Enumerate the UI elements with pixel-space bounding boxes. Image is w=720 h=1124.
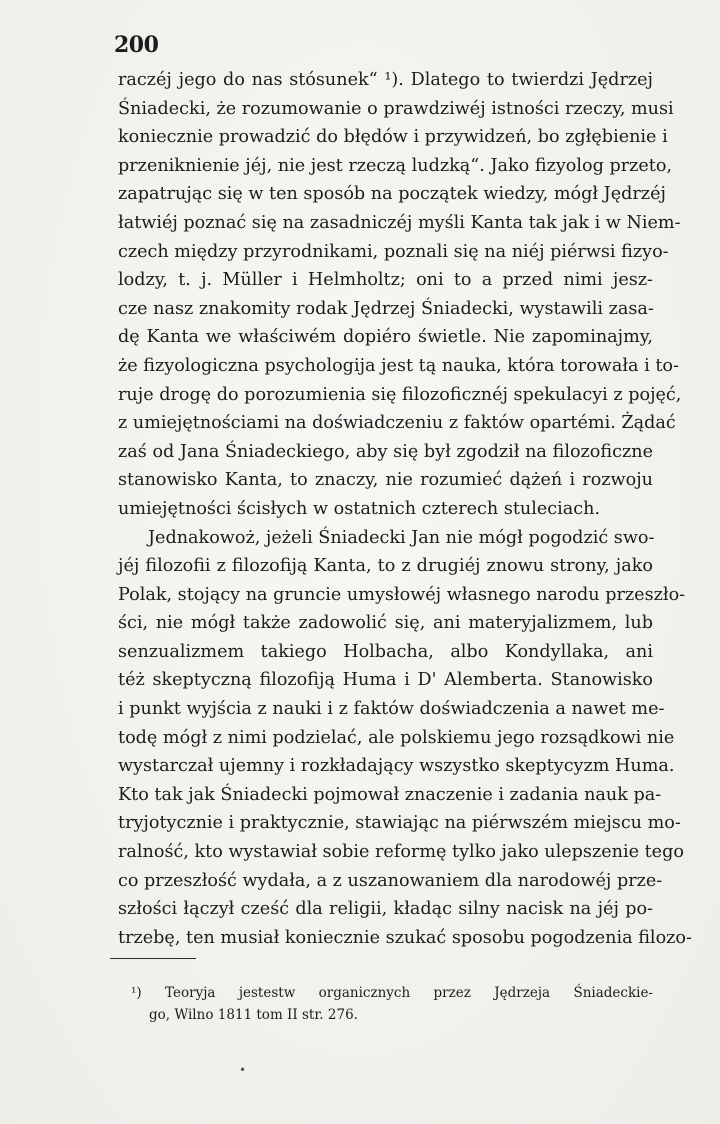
- footnote-divider: [110, 958, 196, 959]
- text-line: téż skeptyczną filozofiją Huma i D' Alemberta. Stanowisko: [118, 670, 653, 691]
- text-line: ralność, kto wystawiał sobie reformę tylko jako ulepszenie tego: [118, 842, 684, 863]
- body-text: [118, 66, 692, 952]
- text-line: szłości łączył cześć dla religii, kładąc silny nacisk na jéj po-: [118, 899, 653, 920]
- text-line: co przeszłość wydała, a z uszanowaniem dla narodowéj prze-: [118, 870, 663, 891]
- text-line: że fizyologiczna psychologija jest tą nauka, która torowała i to-: [118, 355, 679, 376]
- text-line: koniecznie prowadzić do błędów i przywidzeń, bo zgłębienie i: [118, 127, 668, 148]
- text-line: wystarczał ujemny i rozkładający wszystko skeptycyzm Huma.: [118, 756, 675, 777]
- text-line: senzualizmem takiego Holbacha, albo Kondyllaka, ani: [118, 641, 653, 662]
- text-line: zaś od Jana Śniadeckiego, aby się był zgodził na filozoficzne: [118, 441, 653, 462]
- page-number: 200: [114, 32, 159, 58]
- text-line: todę mógł z nimi podzielać, ale polskiemu jego rozsądkowi nie: [118, 727, 675, 748]
- text-line: trzebę, ten musiał koniecznie szukać sposobu pogodzenia filozo-: [118, 927, 692, 948]
- text-line: dę Kanta we właściwém dopiéro świetle. Nie zapominajmy,: [118, 327, 653, 348]
- text-line: ści, nie mógł także zadowolić się, ani materyjalizmem, lub: [118, 613, 653, 634]
- text-line: tryjotycznie i praktycznie, stawiając na piérwszém miejscu mo-: [118, 813, 681, 834]
- text-line: ruje drogę do porozumienia się filozoficznéj spekulacyi z pojęć,: [118, 384, 682, 405]
- text-line: czech między przyrodnikami, poznali się na niéj piérwsi fizyo-: [118, 241, 669, 262]
- text-line: cze nasz znakomity rodak Jędrzej Śniadecki, wystawili zasa-: [118, 298, 654, 319]
- text-line: Śniadecki, że rozumowanie o prawdziwéj istności rzeczy, musi: [118, 98, 674, 119]
- text-line: i punkt wyjścia z nauki i z faktów doświadczenia a nawet me-: [118, 699, 665, 720]
- text-line: Polak, stojący na gruncie umysłowéj własnego narodu przeszło-: [118, 584, 686, 605]
- text-line: z umiejętnościami na doświadczeniu z faktów opartémi. Żądać: [118, 413, 676, 434]
- footnote: [131, 982, 653, 1026]
- footnote-line: ¹) Teoryja jestestw organicznych przez Jędrzeja Śniadeckie-: [131, 985, 653, 1001]
- text-line: stanowisko Kanta, to znaczy, nie rozumieć dążeń i rozwoju: [118, 470, 653, 491]
- footnote-line: go, Wilno 1811 tom II str. 276.: [149, 1007, 358, 1023]
- text-line: zapatrując się w ten sposób na początek wiedzy, mógł Jędrzéj: [118, 184, 666, 205]
- text-line: Jednakowoż, jeżeli Śniadecki Jan nie mógł pogodzić swo-: [148, 527, 655, 548]
- text-line: lodzy, t. j. Müller i Helmholtz; oni to a przed nimi jesz-: [118, 270, 653, 291]
- text-line: przeniknienie jéj, nie jest rzeczą ludzką“. Jako fizyolog przeto,: [118, 155, 673, 176]
- text-line: raczéj jego do nas stósunek“ ¹). Dlatego to twierdzi Jędrzej: [118, 70, 653, 90]
- text-line: Kto tak jak Śniadecki pojmował znaczenie i zadania nauk pa-: [118, 784, 662, 805]
- text-line: jéj filozofii z filozofiją Kanta, to z drugiéj znowu strony, jako: [118, 556, 653, 577]
- printer-mark: •: [239, 1063, 247, 1077]
- text-line: umiejętności ścisłych w ostatnich czterech stuleciach.: [118, 498, 601, 519]
- text-line: łatwiéj poznać się na zasadniczéj myśli Kanta tak jak i w Niem-: [118, 212, 681, 233]
